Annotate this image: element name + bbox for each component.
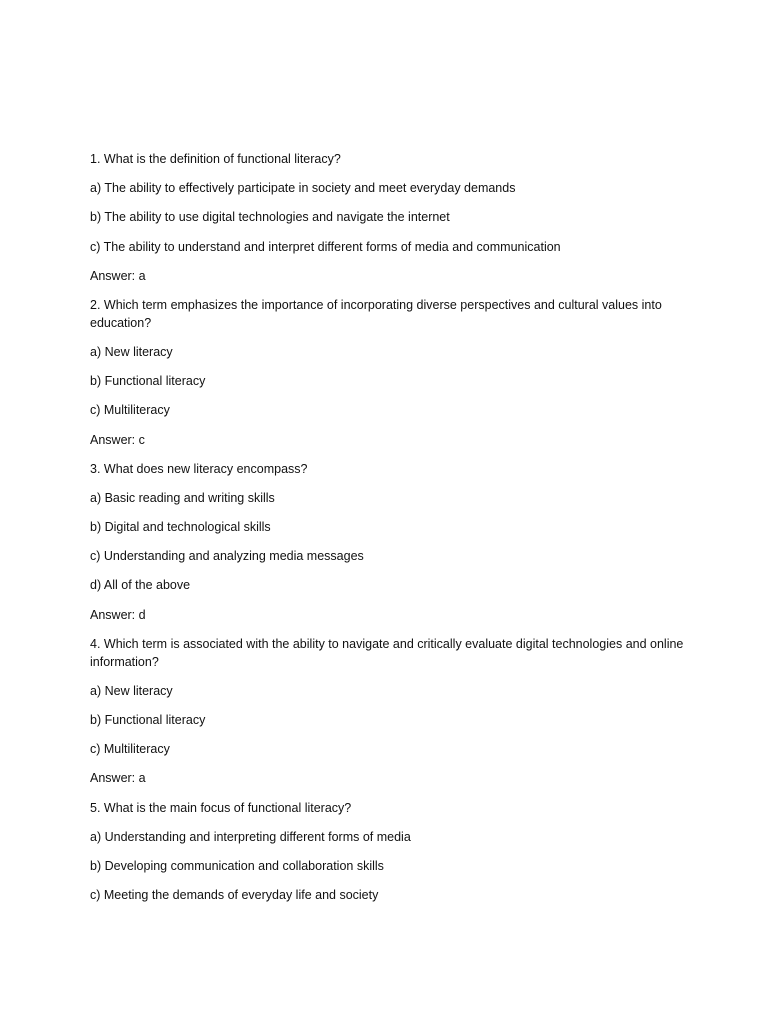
question-4-text: 4. Which term is associated with the ability to navigate and critically evaluate digital technologies and online information? [90,636,684,669]
question-3-option-a: a) Basic reading and writing skills [90,490,275,505]
question-1-option-c: c) The ability to understand and interpret different forms of media and communication [90,239,561,254]
question-1-answer: Answer: a [90,268,146,283]
question-2-option-a: a) New literacy [90,344,173,359]
quiz-content [90,150,690,915]
question-4-option-a: a) New literacy [90,683,173,698]
question-5-text: 5. What is the main focus of functional literacy? [90,800,352,815]
question-5-option-b: b) Developing communication and collaboration skills [90,858,384,873]
question-1-text: 1. What is the definition of functional literacy? [90,152,341,166]
question-4-option-b: b) Functional literacy [90,713,206,727]
question-2-option-b: b) Functional literacy [90,374,206,389]
question-4-option-c: c) Multiliteracy [90,742,170,757]
question-3-text: 3. What does new literacy encompass? [90,461,308,476]
question-2-answer: Answer: c [90,432,145,447]
question-1-option-a: a) The ability to effectively participate in society and meet everyday demands [90,181,516,196]
question-5-option-c: c) Meeting the demands of everyday life and society [90,888,379,903]
question-3-option-c: c) Understanding and analyzing media messages [90,549,364,564]
question-2-text: 2. Which term emphasizes the importance of incorporating diverse perspectives and cultural values into education? [90,297,662,330]
question-2-option-c: c) Multiliteracy [90,403,170,418]
question-1-option-b: b) The ability to use digital technologies and navigate the internet [90,210,450,225]
question-3-option-b: b) Digital and technological skills [90,520,271,535]
question-5-option-a: a) Understanding and interpreting different forms of media [90,829,411,844]
question-4-answer: Answer: a [90,771,146,786]
question-3-option-d: d) All of the above [90,578,191,593]
question-3-answer: Answer: d [90,607,146,622]
